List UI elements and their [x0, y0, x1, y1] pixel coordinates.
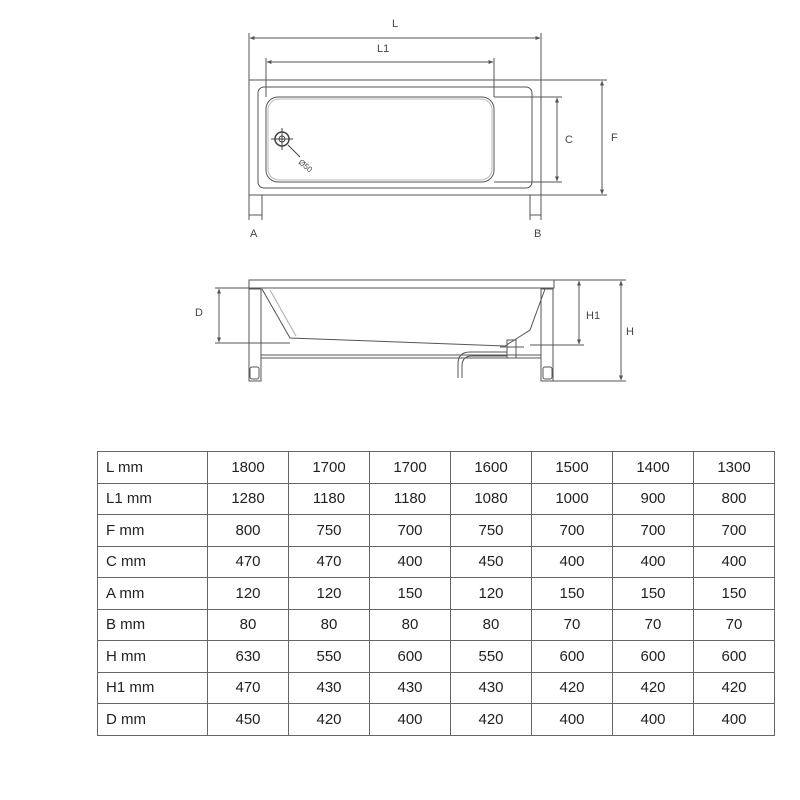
table-cell: 400 — [532, 546, 613, 578]
table-row — [98, 672, 775, 704]
table-cell: 470 — [208, 546, 289, 578]
table-cell: 450 — [451, 546, 532, 578]
table-cell: 150 — [532, 578, 613, 610]
table-cell: 150 — [613, 578, 694, 610]
row-label: B mm — [98, 609, 208, 641]
table-cell: 400 — [694, 546, 775, 578]
row-label: H mm — [98, 641, 208, 673]
label-B: B — [534, 228, 542, 240]
label-A: A — [250, 228, 258, 240]
table-cell: 600 — [532, 641, 613, 673]
table-cell: 1700 — [289, 452, 370, 484]
table-cell: 1800 — [208, 452, 289, 484]
table-cell: 80 — [289, 609, 370, 641]
table-cell: 120 — [289, 578, 370, 610]
table-row — [98, 546, 775, 578]
label-L1: L1 — [377, 43, 390, 55]
table-cell: 400 — [532, 704, 613, 736]
drain-diameter-label: Ø50 — [296, 157, 315, 175]
row-label: D mm — [98, 704, 208, 736]
table-cell: 750 — [451, 515, 532, 547]
side-view — [215, 280, 626, 381]
table-row — [98, 483, 775, 515]
table-cell: 70 — [694, 609, 775, 641]
table-cell: 1500 — [532, 452, 613, 484]
table-cell: 420 — [451, 704, 532, 736]
table-cell: 550 — [289, 641, 370, 673]
table-cell: 1180 — [370, 483, 451, 515]
table-cell: 80 — [208, 609, 289, 641]
tub-rim-side — [249, 280, 554, 288]
table-cell: 450 — [208, 704, 289, 736]
table-cell: 700 — [694, 515, 775, 547]
table-cell: 470 — [289, 546, 370, 578]
table-cell: 1280 — [208, 483, 289, 515]
table-cell: 120 — [208, 578, 289, 610]
table-cell: 1080 — [451, 483, 532, 515]
row-label: L1 mm — [98, 483, 208, 515]
row-label: A mm — [98, 578, 208, 610]
table-cell: 80 — [451, 609, 532, 641]
table-cell: 700 — [613, 515, 694, 547]
table-cell: 600 — [613, 641, 694, 673]
table-cell: 430 — [451, 672, 532, 704]
table-cell: 700 — [532, 515, 613, 547]
table-cell: 420 — [694, 672, 775, 704]
table-cell: 1700 — [370, 452, 451, 484]
table-cell: 1600 — [451, 452, 532, 484]
table-cell: 630 — [208, 641, 289, 673]
table-cell: 420 — [289, 704, 370, 736]
table-cell: 800 — [208, 515, 289, 547]
table-cell: 430 — [370, 672, 451, 704]
table-cell: 70 — [613, 609, 694, 641]
table-cell: 150 — [370, 578, 451, 610]
label-C: C — [565, 134, 573, 146]
tub-body-profile — [262, 289, 545, 346]
table-cell: 420 — [613, 672, 694, 704]
table-cell: 600 — [694, 641, 775, 673]
table-cell: 400 — [613, 704, 694, 736]
table-cell: 600 — [370, 641, 451, 673]
table-cell: 400 — [370, 546, 451, 578]
table-cell: 750 — [289, 515, 370, 547]
row-label: H1 mm — [98, 672, 208, 704]
table-cell: 430 — [289, 672, 370, 704]
table-row — [98, 452, 775, 484]
table-cell: 800 — [694, 483, 775, 515]
label-F: F — [611, 132, 618, 144]
table-cell: 1400 — [613, 452, 694, 484]
row-label: L mm — [98, 452, 208, 484]
table-row — [98, 609, 775, 641]
table-row — [98, 515, 775, 547]
drain-icon — [271, 128, 300, 157]
table-row — [98, 704, 775, 736]
row-label: F mm — [98, 515, 208, 547]
dimensions-table — [97, 451, 775, 736]
table-cell: 550 — [451, 641, 532, 673]
tub-basin — [266, 97, 494, 182]
table-cell: 1180 — [289, 483, 370, 515]
label-H: H — [626, 326, 634, 338]
table-cell: 1300 — [694, 452, 775, 484]
table-cell: 70 — [532, 609, 613, 641]
table-cell: 400 — [370, 704, 451, 736]
table-cell: 900 — [613, 483, 694, 515]
top-view — [249, 33, 607, 220]
label-H1: H1 — [586, 310, 601, 322]
table-cell: 400 — [694, 704, 775, 736]
table-cell: 400 — [613, 546, 694, 578]
table-cell: 470 — [208, 672, 289, 704]
table-cell: 1000 — [532, 483, 613, 515]
label-D: D — [195, 307, 203, 319]
table-cell: 700 — [370, 515, 451, 547]
table-cell: 420 — [532, 672, 613, 704]
table-cell: 80 — [370, 609, 451, 641]
label-L: L — [392, 18, 399, 30]
table-cell: 120 — [451, 578, 532, 610]
table-row — [98, 641, 775, 673]
table-cell: 150 — [694, 578, 775, 610]
table-row — [98, 578, 775, 610]
row-label: C mm — [98, 546, 208, 578]
